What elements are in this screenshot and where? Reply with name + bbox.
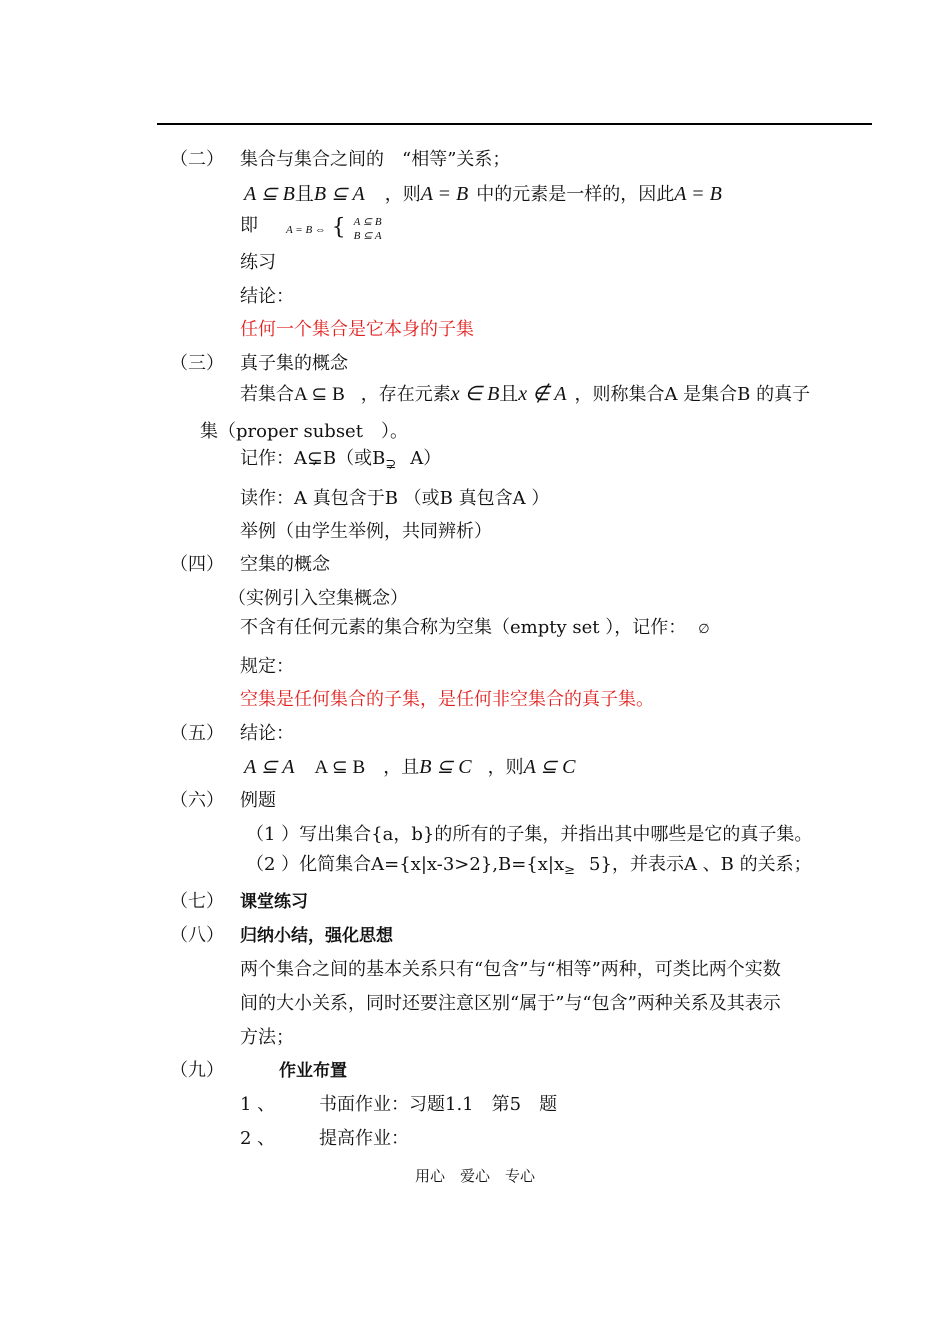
section-9-number: （九） [170,1060,224,1081]
cunzai-label: ，存在元素 [360,384,451,405]
section-9-title: 作业布置 [279,1061,347,1081]
summary-paragraph-line-1: 两个集合之间的基本关系只有“包含”与“相等”两种，可类比两个实数 [240,959,781,980]
proper-subset-symbol: ⊊ [307,448,323,469]
section-7-title: 课堂练习 [240,892,308,912]
section-2-number: （二） [170,149,224,170]
math-a-subset-c: A ⊆ C [523,756,576,778]
example-2 [246,853,812,883]
math-a-subset-b: A ⊆ B [244,183,295,205]
notation-a: 记作：A [240,448,307,469]
summary-paragraph-line-2: 间的大小关系，同时还要注意区别“属于”与“包含”两种关系及其表示 [240,993,781,1014]
math-a-subset-a: A ⊆ A [244,756,295,778]
math-b-subset-c: B ⊆ C [419,756,472,778]
section-4-title: 空集的概念 [240,554,330,575]
page-footer: 用心 爱心 专心 [414,1167,535,1185]
section-4-number: （四） [170,554,224,575]
summary-paragraph-line-3: 方法； [240,1027,294,1048]
practice-label: 练习 [240,252,276,273]
math-a-equals-b: A = B [420,183,469,205]
definition-tail: ，则称集合A 是集合B 的真子 [574,384,811,405]
reading-line: 读作：A 真包含于B （或B 真包含A ） [240,488,550,509]
header-rule [157,123,872,125]
empty-set-red-text: 空集是任何集合的子集，是任何非空集合的真子集。 [240,689,654,710]
math-x-in-b: x ∈ B [450,383,500,405]
ruo-label: 若集合 [240,384,294,405]
transitivity-line [244,755,576,780]
equiv-system [354,214,382,242]
empty-set-definition [240,616,710,642]
empty-set-symbol: ∅ [698,622,710,637]
homework-2-text: 提高作业： [319,1128,409,1149]
notation-b: B（或B [322,448,386,469]
section-3-title: 真子集的概念 [240,353,348,374]
notation-line [240,447,441,477]
equiv-top: A ⊆ B [353,216,382,228]
section-5-number: （五） [170,723,224,744]
ze-label-2: ，则 [487,757,524,778]
math-a-subset-b-3: A ⊆ B [314,757,366,778]
empty-set-intro: （实例引入空集概念） [228,588,408,609]
ze-label: ，则 [384,184,421,205]
homework-1-number: 1 、 [240,1094,276,1115]
section-6-number: （六） [170,790,224,811]
ji-label: 即 [240,215,258,236]
example-2-text-a: （2 ）化简集合A={x|x-3>2},B={x|x [246,854,565,875]
brace-symbol: { [331,215,346,240]
proper-subset-definition-cont: 集（proper subset ）。 [200,421,408,442]
section-6-title: 例题 [240,790,276,811]
proper-subset-definition [240,382,810,407]
section-5-title: 结论： [240,723,294,744]
section-8-title: 归纳小结，强化思想 [240,926,393,946]
equivalence-formula [286,214,382,242]
equality-statement [244,182,722,207]
math-x-notin-a: x ∉ A [518,383,567,405]
notation-c: A） [410,448,442,469]
geq-symbol: ≥ [564,863,576,878]
qie-label-3: ，且 [383,757,420,778]
math-b-subset-a: B ⊆ A [313,183,365,205]
homework-1-text: 书面作业：习题1.1 第5 题 [319,1094,558,1115]
conclusion-red-text: 任何一个集合是它本身的子集 [240,319,474,340]
example-2-text-b: 5}，并表示A 、B 的关系； [589,854,812,875]
rule-label: 规定： [240,656,294,677]
qie-label: 且 [294,184,314,205]
section-7-number: （七） [170,891,224,912]
section-2-title: 集合与集合之间的 “相等”关系； [240,149,511,170]
math-a-subset-b-upright: A ⊆ B [294,384,345,405]
conclusion-label: 结论： [240,286,294,307]
empty-set-def-text: 不含有任何元素的集合称为空集（empty set ），记作： [240,617,687,638]
math-a-equals-b-2: A = B [674,183,722,205]
example-1: （1 ）写出集合{a，b}的所有的子集，并指出其中哪些是它的真子集。 [246,824,813,845]
equality-explanation: 中的元素是一样的，因此 [476,184,675,205]
qie-label-2: 且 [499,384,519,405]
proper-superset-symbol: ⊋ [385,457,397,472]
section-3-number: （三） [170,353,224,374]
homework-2-number: 2 、 [240,1128,276,1149]
equiv-bottom: B ⊆ A [353,230,382,242]
example-line: 举例（由学生举例，共同辨析） [240,521,492,542]
equiv-lhs: A = B ⇔ [286,224,326,236]
section-8-number: （八） [170,925,224,946]
